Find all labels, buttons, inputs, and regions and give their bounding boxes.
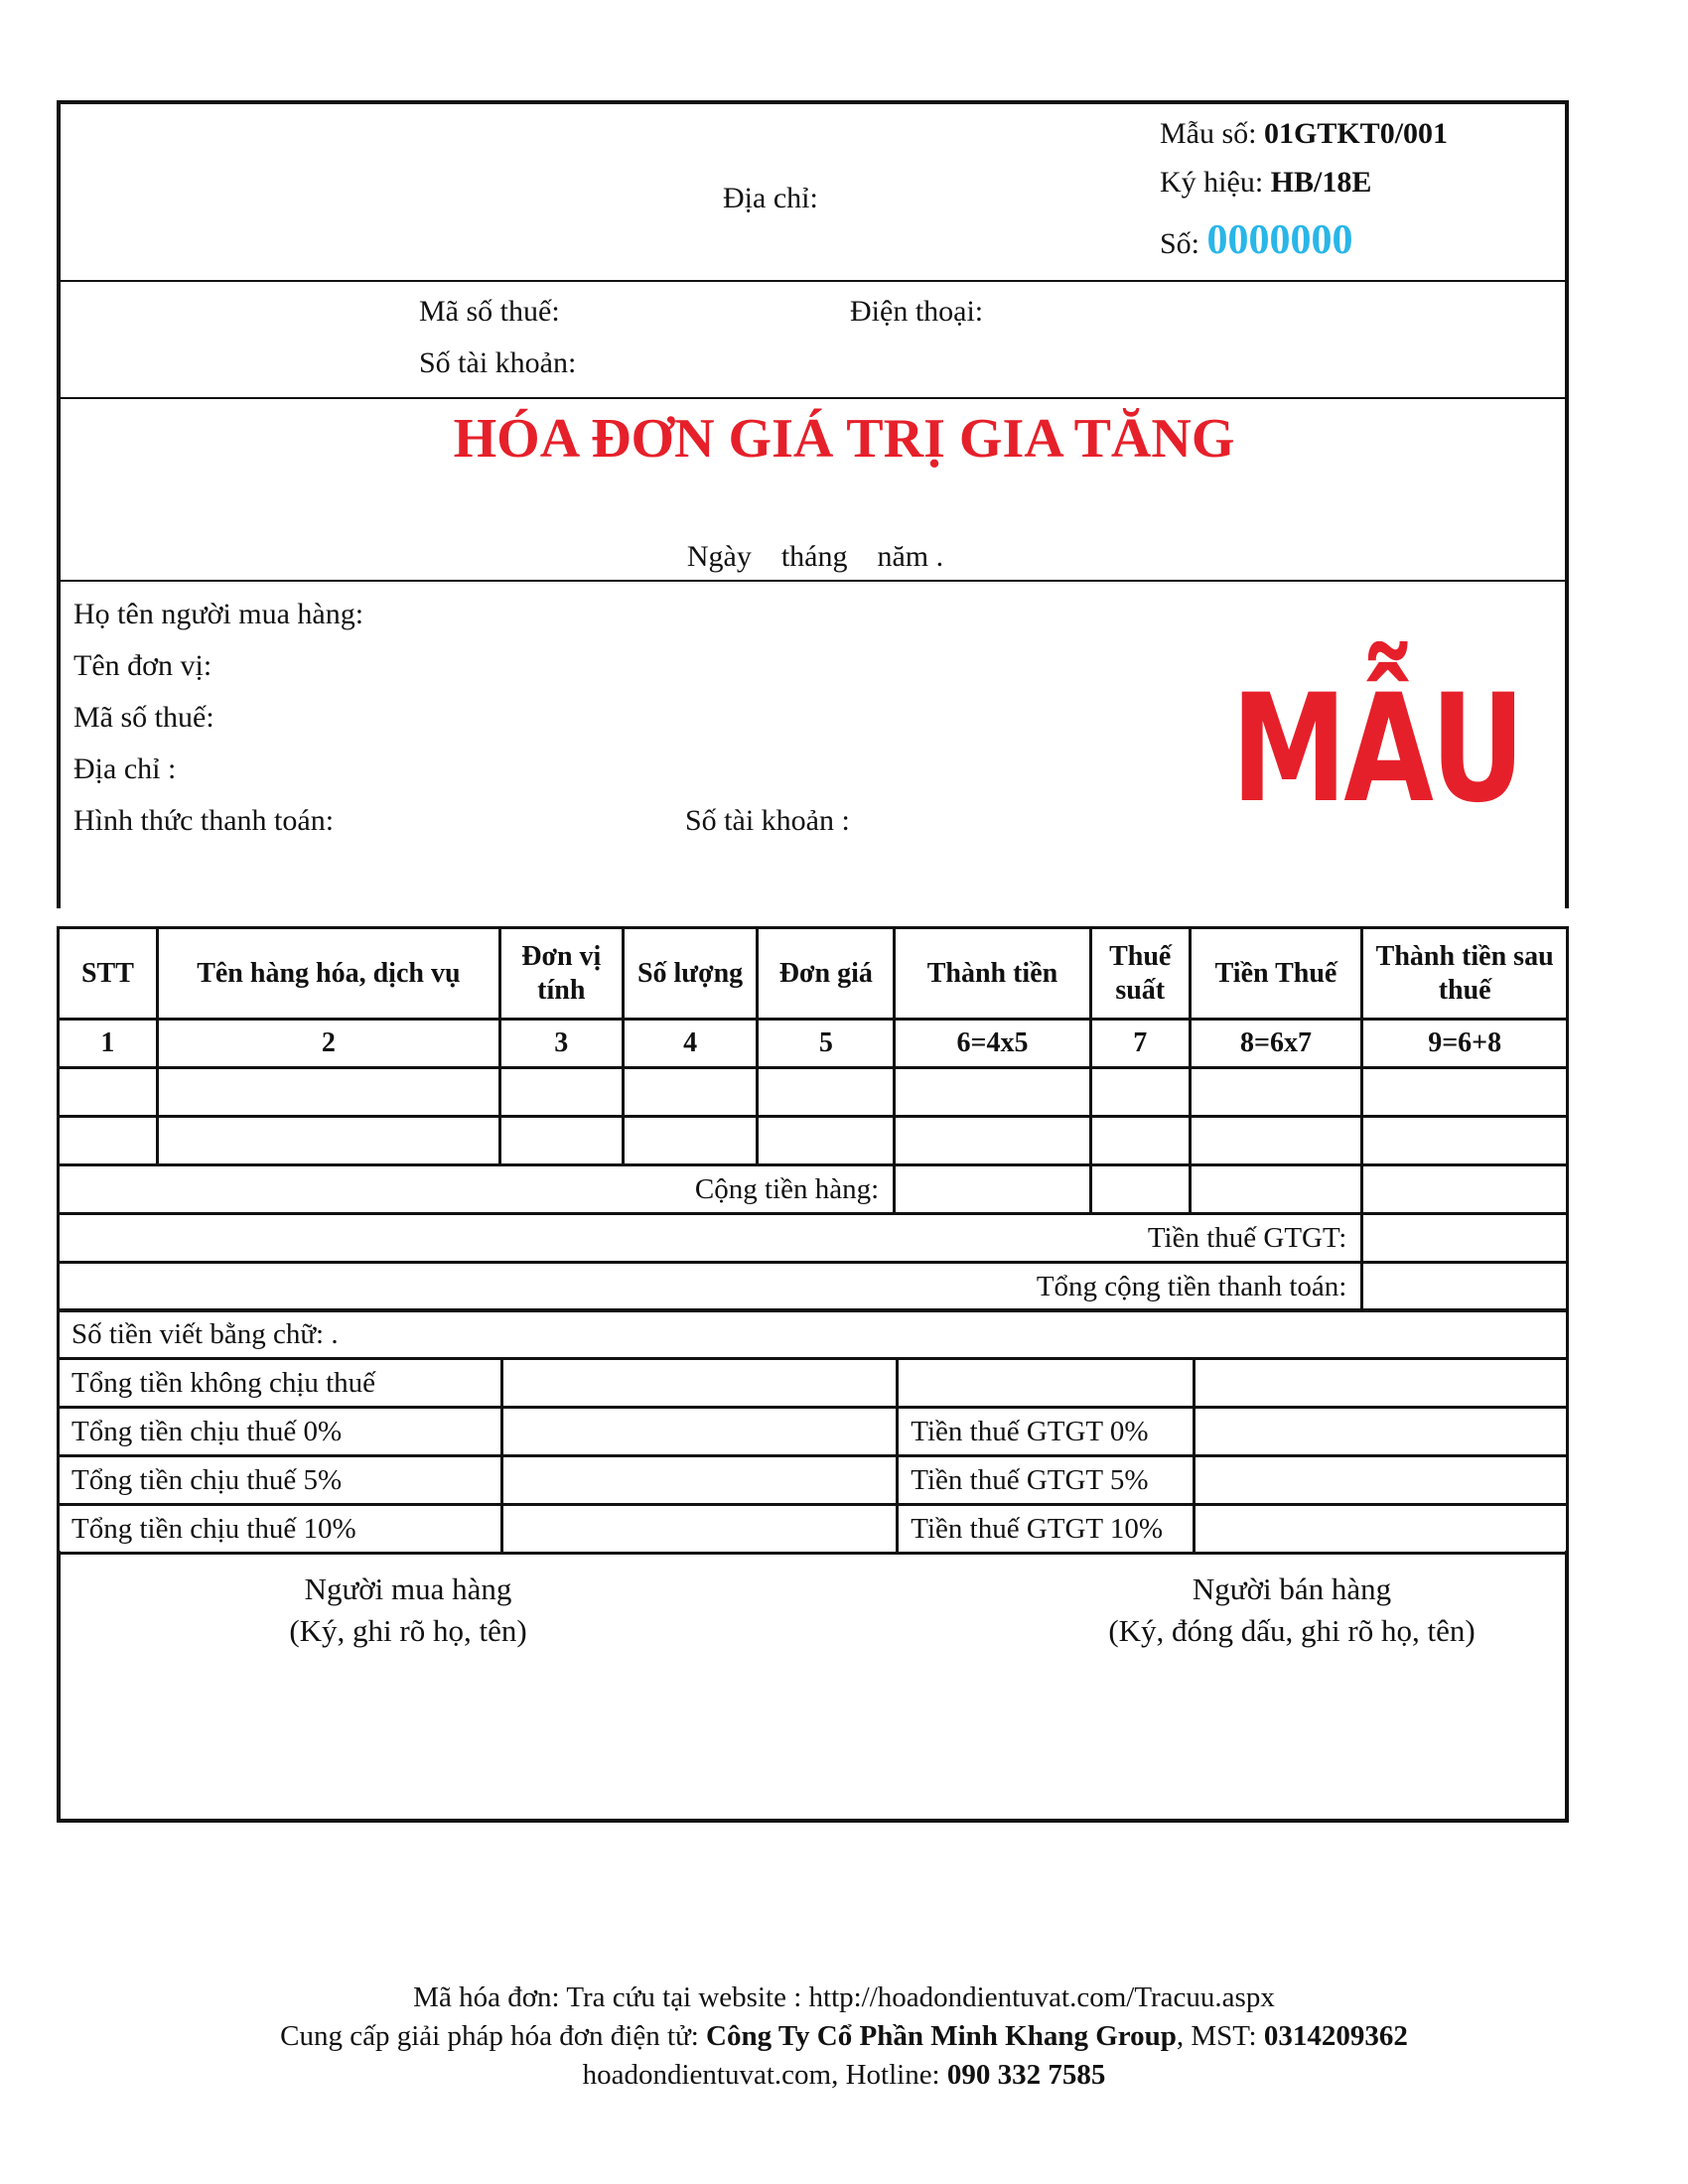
tax-summary-table [57,1308,1569,1555]
summary-row [59,1408,1568,1456]
grand-total-label: Tổng cộng tiền thanh toán: [59,1263,1362,1311]
divider [59,580,1567,582]
buyer-name-label: Họ tên người mua hàng: [73,598,364,630]
cell[interactable] [157,1117,499,1165]
cell[interactable] [758,1117,895,1165]
buyer-tax-code-label: Mã số thuế: [73,701,214,734]
vat-label: Tiền thuế GTGT: [59,1214,1362,1263]
summary-tax-label: Tiền thuế GTGT 10% [898,1505,1195,1554]
invoice-number [1160,216,1353,264]
buyer-signature-note: (Ký, ghi rõ họ, tên) [289,1613,527,1648]
subtotal-tax[interactable] [1190,1165,1362,1214]
items-table [57,926,1569,1312]
cell[interactable] [758,1068,895,1117]
summary-row [59,1505,1568,1554]
summary-row [59,1456,1568,1505]
seller-tax-code-label: Mã số thuế: [419,295,560,328]
summary-tax-label [898,1359,1195,1408]
divider [59,280,1567,282]
payment-method-label: Hình thức thanh toán: [73,804,335,837]
summary-value[interactable] [502,1408,898,1456]
buyer-unit-label: Tên đơn vị: [73,649,212,682]
col-index: 8=6x7 [1190,1020,1362,1068]
hotline-number: 090 332 7585 [946,2059,1106,2091]
date-line: Ngày tháng năm . [686,540,944,573]
col-index: 6=4x5 [895,1020,1091,1068]
number-value: 0000000 [1206,217,1353,263]
summary-label: Tổng tiền không chịu thuế [59,1359,502,1408]
cell[interactable] [895,1068,1091,1117]
summary-value[interactable] [502,1456,898,1505]
column-index-row [59,1020,1568,1068]
invoice-symbol [1160,166,1371,200]
col-index: 2 [157,1020,499,1068]
col-header: Thành tiền sau thuế [1362,928,1568,1020]
col-header: Thuế suất [1090,928,1190,1020]
cell[interactable] [59,1068,158,1117]
grand-total-amount[interactable] [1362,1263,1568,1311]
cell[interactable] [1190,1068,1362,1117]
col-index: 9=6+8 [1362,1020,1568,1068]
subtotal-rate[interactable] [1090,1165,1190,1214]
cell[interactable] [623,1068,758,1117]
seller-phone-label: Điện thoại: [850,295,984,328]
col-index: 1 [59,1020,158,1068]
col-index: 7 [1090,1020,1190,1068]
subtotal-after-tax[interactable] [1362,1165,1568,1214]
cell[interactable] [1090,1117,1190,1165]
cell[interactable] [1362,1117,1568,1165]
col-header: Tiền Thuế [1190,928,1362,1020]
summary-value[interactable] [502,1505,898,1554]
provider-mst: 0314209362 [1263,2020,1408,2052]
summary-label: Tổng tiền chịu thuế 10% [59,1505,502,1554]
buyer-account-label: Số tài khoản : [685,804,850,837]
col-header: Thành tiền [895,928,1091,1020]
summary-tax-value[interactable] [1194,1408,1567,1456]
subtotal-amount[interactable] [895,1165,1091,1214]
buyer-signature-title: Người mua hàng [304,1571,512,1606]
col-index: 5 [758,1020,895,1068]
footer-provider [0,2020,1688,2053]
cell[interactable] [499,1117,623,1165]
grand-total-row [59,1263,1568,1311]
cell[interactable] [895,1117,1091,1165]
cell[interactable] [1090,1068,1190,1117]
summary-tax-label: Tiền thuế GTGT 5% [898,1456,1195,1505]
provider-prefix: Cung cấp giải pháp hóa đơn điện tử: [280,2020,707,2052]
seller-signature-note: (Ký, đóng dấu, ghi rõ họ, tên) [1108,1613,1476,1648]
col-header: Đơn vị tính [499,928,623,1020]
vat-row [59,1214,1568,1263]
cell[interactable] [623,1117,758,1165]
vat-amount[interactable] [1362,1214,1568,1263]
form-number-label: Mẫu số: [1160,117,1264,150]
summary-label: Tổng tiền chịu thuế 5% [59,1456,502,1505]
subtotal-row [59,1165,1568,1214]
provider-company: Công Ty Cổ Phần Minh Khang Group [706,2020,1177,2052]
buyer-signature[interactable] [180,1569,636,1652]
col-header: Số lượng [623,928,758,1020]
cell[interactable] [1362,1068,1568,1117]
cell[interactable] [499,1068,623,1117]
symbol-value: HB/18E [1270,166,1372,199]
col-header: Tên hàng hóa, dịch vụ [157,928,499,1020]
footer-lookup: Mã hóa đơn: Tra cứu tại website : http://hoadondientuvat.com/Tracuu.aspx [413,1981,1275,2013]
col-header: STT [59,928,158,1020]
cell[interactable] [59,1117,158,1165]
cell[interactable] [157,1068,499,1117]
seller-account-label: Số tài khoản: [419,346,577,379]
seller-signature-title: Người bán hàng [1192,1571,1392,1606]
table-row [59,1117,1568,1165]
summary-tax-value[interactable] [1194,1505,1567,1554]
seller-signature[interactable] [1044,1569,1540,1652]
subtotal-label: Cộng tiền hàng: [59,1165,895,1214]
form-number-value: 01GTKT0/001 [1264,117,1449,150]
sample-stamp: MẪU [1231,663,1522,836]
summary-label: Tổng tiền chịu thuế 0% [59,1408,502,1456]
summary-tax-label: Tiền thuế GTGT 0% [898,1408,1195,1456]
col-index: 4 [623,1020,758,1068]
signature-area [57,1551,1569,1823]
summary-row [59,1359,1568,1408]
col-header: Đơn giá [758,928,895,1020]
invoice-title: HÓA ĐƠN GIÁ TRỊ GIA TĂNG [453,408,1235,470]
number-label: Số: [1160,227,1207,260]
symbol-label: Ký hiệu: [1160,166,1271,199]
hotline-prefix: hoadondientuvat.com, Hotline: [582,2059,947,2091]
footer-hotline [0,2059,1688,2092]
amount-in-words-label: Số tiền viết bằng chữ: . [59,1310,1568,1359]
buyer-address-label: Địa chỉ : [73,752,177,785]
amount-in-words-row [59,1310,1568,1359]
form-number [1160,117,1448,151]
provider-mst-label: , MST: [1176,2020,1264,2052]
col-index: 3 [499,1020,623,1068]
table-row [59,1068,1568,1117]
summary-tax-value[interactable] [1194,1456,1567,1505]
cell[interactable] [1190,1117,1362,1165]
divider [59,397,1567,399]
seller-address-label: Địa chỉ: [723,182,818,214]
summary-tax-value[interactable] [1194,1359,1567,1408]
table-header-row [59,928,1568,1020]
summary-value[interactable] [502,1359,898,1408]
